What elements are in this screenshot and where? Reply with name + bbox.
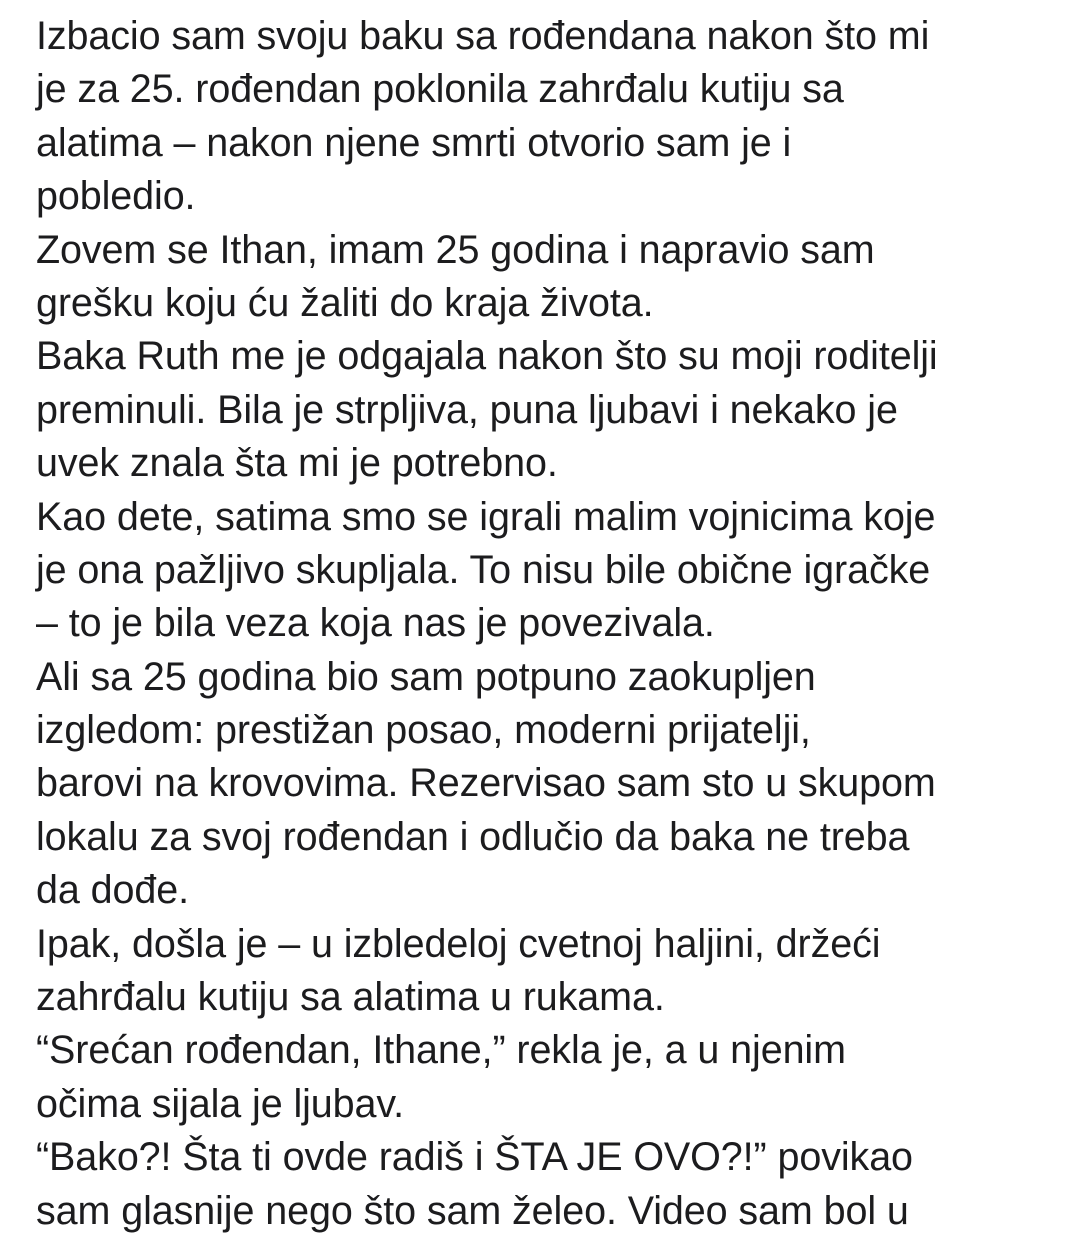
text-line: “Srećan rođendan, Ithane,” rekla je, a u njenim bbox=[36, 1028, 846, 1073]
text-line: Izbacio sam svoju baku sa rođendana nakon što mi bbox=[36, 14, 930, 58]
text-line: zahrđalu kutiju sa alatima u rukama. bbox=[36, 975, 665, 1020]
text-line: lokalu za svoj rođendan i odlučio da baka ne treba bbox=[36, 814, 910, 859]
text-line: grešku koju ću žaliti do kraja života. bbox=[36, 280, 654, 325]
text-line: uvek znala šta mi je potrebno. bbox=[36, 441, 558, 486]
post-text bbox=[36, 10, 1056, 1238]
text-line: preminuli. Bila je strpljiva, puna ljubavi i nekako je bbox=[36, 387, 898, 432]
text-line: je za 25. rođendan poklonila zahrđalu kutiju sa bbox=[36, 67, 844, 112]
text-line: Zovem se Ithan, imam 25 godina i napravio sam bbox=[36, 227, 875, 272]
text-line: izgledom: prestižan posao, moderni prijatelji, bbox=[36, 708, 811, 753]
text-line: Baka Ruth me je odgajala nakon što su moji roditelji bbox=[36, 334, 938, 379]
text-line: očima sijala je ljubav. bbox=[36, 1081, 404, 1126]
text-line: pobledio. bbox=[36, 174, 196, 219]
text-line: da dođe. bbox=[36, 868, 189, 913]
text-line: “Bako?! Šta ti ovde radiš i ŠTA JE OVO?!” povikao bbox=[36, 1135, 913, 1180]
text-line: alatima – nakon njene smrti otvorio sam je i bbox=[36, 120, 792, 165]
text-line: barovi na krovovima. Rezervisao sam sto u skupom bbox=[36, 761, 936, 806]
text-line: sam glasnije nego što sam želeo. Video sam bol u bbox=[36, 1188, 909, 1233]
text-line: Kao dete, satima smo se igrali malim vojnicima koje bbox=[36, 494, 936, 539]
text-line: je ona pažljivo skupljala. To nisu bile obične igračke bbox=[36, 547, 931, 592]
text-line: Ali sa 25 godina bio sam potpuno zaokupljen bbox=[36, 654, 816, 699]
text-line: Ipak, došla je – u izbledeloj cvetnoj haljini, držeći bbox=[36, 921, 881, 966]
text-line: – to je bila veza koja nas je povezivala. bbox=[36, 601, 715, 646]
